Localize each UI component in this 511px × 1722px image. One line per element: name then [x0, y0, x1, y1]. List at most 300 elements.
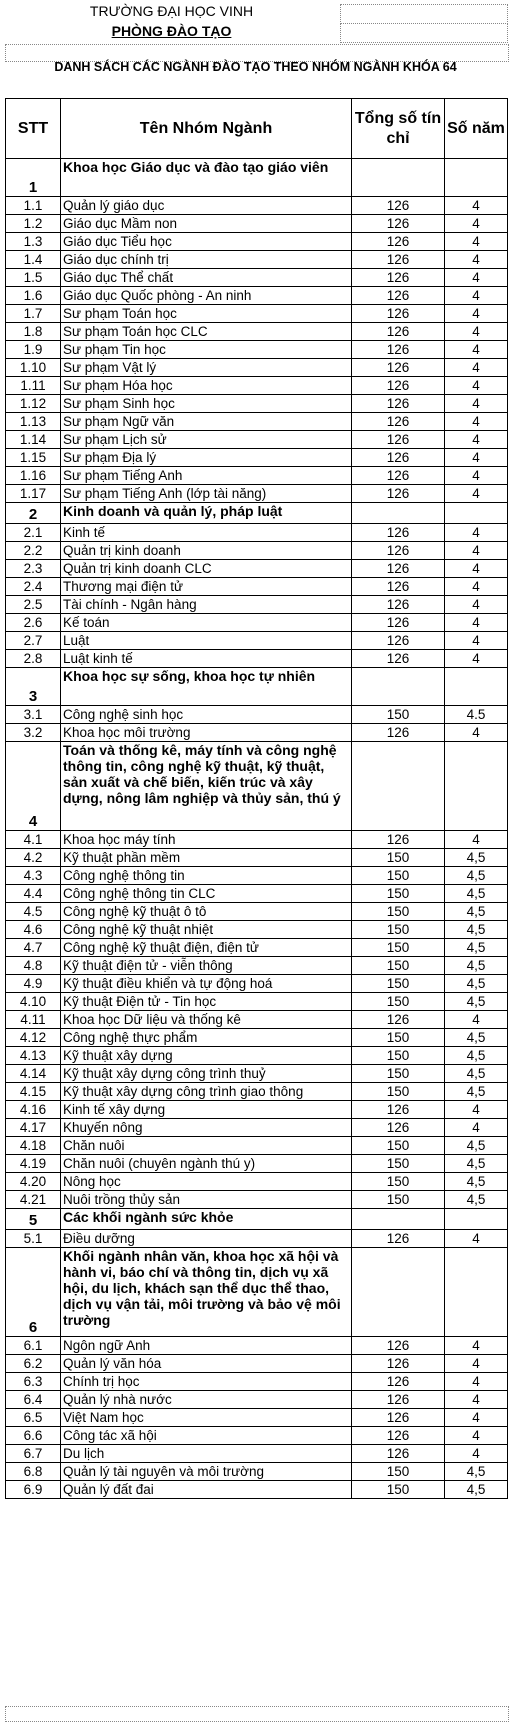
- table-row: [6, 921, 508, 939]
- row-number: 2.5: [6, 596, 61, 614]
- table-row: [6, 903, 508, 921]
- column-header-stt: STT: [6, 99, 61, 159]
- program-name: Sư phạm Tiếng Anh: [61, 467, 352, 485]
- program-name: Sư phạm Lịch sử: [61, 431, 352, 449]
- table-row: [6, 524, 508, 542]
- credits: 126: [352, 1445, 445, 1463]
- row-number: 2.7: [6, 632, 61, 650]
- group-row: [6, 1209, 508, 1230]
- credits: 150: [352, 957, 445, 975]
- credits: 126: [352, 1355, 445, 1373]
- column-header-credits: Tổng số tín chỉ: [352, 99, 445, 159]
- credits: 126: [352, 449, 445, 467]
- credits: 126: [352, 233, 445, 251]
- program-name: Kỹ thuật điều khiển và tự động hoá: [61, 975, 352, 993]
- years: 4,5: [445, 975, 508, 993]
- row-number: 4.7: [6, 939, 61, 957]
- table-row: [6, 614, 508, 632]
- years: 4: [445, 233, 508, 251]
- table-row: [6, 1230, 508, 1248]
- row-number: 4.4: [6, 885, 61, 903]
- table-row: [6, 233, 508, 251]
- table-row: [6, 1101, 508, 1119]
- program-name: Kinh tế: [61, 524, 352, 542]
- table-row: [6, 957, 508, 975]
- row-number: 6.3: [6, 1373, 61, 1391]
- row-number: 2.8: [6, 650, 61, 668]
- table-row: [6, 287, 508, 305]
- row-number: 4.9: [6, 975, 61, 993]
- table-row: [6, 1427, 508, 1445]
- program-name: Sư phạm Sinh học: [61, 395, 352, 413]
- credits: 126: [352, 431, 445, 449]
- years: 4,5: [445, 1481, 508, 1499]
- program-name: Công tác xã hội: [61, 1427, 352, 1445]
- years: 4: [445, 560, 508, 578]
- program-name: Sư phạm Tiếng Anh (lớp tài năng): [61, 485, 352, 503]
- row-number: 1.12: [6, 395, 61, 413]
- years: 4: [445, 197, 508, 215]
- department-name: PHÒNG ĐÀO TẠO: [111, 23, 232, 39]
- group-years: [445, 668, 508, 706]
- table-row: [6, 1409, 508, 1427]
- credits: 126: [352, 1427, 445, 1445]
- table-row: [6, 1065, 508, 1083]
- credits: 150: [352, 1065, 445, 1083]
- group-years: [445, 159, 508, 197]
- credits: 150: [352, 1029, 445, 1047]
- group-years: [445, 1209, 508, 1230]
- program-name: Việt Nam học: [61, 1409, 352, 1427]
- years: 4: [445, 578, 508, 596]
- table-row: [6, 542, 508, 560]
- table-row: [6, 377, 508, 395]
- table-row: [6, 341, 508, 359]
- credits: 150: [352, 921, 445, 939]
- program-name: Kỹ thuật xây dựng công trình giao thông: [61, 1083, 352, 1101]
- credits: 126: [352, 524, 445, 542]
- years: 4: [445, 251, 508, 269]
- program-name: Luật kinh tế: [61, 650, 352, 668]
- years: 4,5: [445, 957, 508, 975]
- table-row: [6, 975, 508, 993]
- row-number: 1.16: [6, 467, 61, 485]
- row-number: 6.8: [6, 1463, 61, 1481]
- credits: 126: [352, 341, 445, 359]
- program-name: Công nghệ thực phẩm: [61, 1029, 352, 1047]
- program-name: Thương mại điện tử: [61, 578, 352, 596]
- table-header-row: [6, 99, 508, 159]
- group-credits: [352, 742, 445, 831]
- credits: 126: [352, 596, 445, 614]
- program-name: Kỹ thuật điện tử - viễn thông: [61, 957, 352, 975]
- credits: 126: [352, 323, 445, 341]
- row-number: 6.5: [6, 1409, 61, 1427]
- table-row: [6, 359, 508, 377]
- table-row: [6, 1173, 508, 1191]
- row-number: 4.10: [6, 993, 61, 1011]
- credits: 150: [352, 1083, 445, 1101]
- credits: 126: [352, 831, 445, 849]
- program-name: Quản lý nhà nước: [61, 1391, 352, 1409]
- page-title: DANH SÁCH CÁC NGÀNH ĐÀO TẠO THEO NHÓM NGÀNH KHÓA 64: [54, 60, 457, 74]
- credits: 126: [352, 197, 445, 215]
- group-years: [445, 503, 508, 524]
- table-row: [6, 1463, 508, 1481]
- group-name: Các khối ngành sức khỏe: [61, 1209, 352, 1230]
- program-name: Kỹ thuật phần mềm: [61, 849, 352, 867]
- program-name: Kỹ thuật Điện tử - Tin học: [61, 993, 352, 1011]
- years: 4,5: [445, 993, 508, 1011]
- years: 4: [445, 1011, 508, 1029]
- program-name: Giáo dục Quốc phòng - An ninh: [61, 287, 352, 305]
- row-number: 1.13: [6, 413, 61, 431]
- table-row: [6, 724, 508, 742]
- years: 4: [445, 724, 508, 742]
- credits: 126: [352, 650, 445, 668]
- years: 4.5: [445, 706, 508, 724]
- years: 4: [445, 614, 508, 632]
- credits: 150: [352, 1173, 445, 1191]
- program-name: Du lịch: [61, 1445, 352, 1463]
- years: 4: [445, 1337, 508, 1355]
- group-row: [6, 742, 508, 831]
- program-name: Quản lý giáo dục: [61, 197, 352, 215]
- credits: 150: [352, 993, 445, 1011]
- years: 4: [445, 1445, 508, 1463]
- program-name: Công nghệ thông tin CLC: [61, 885, 352, 903]
- row-number: 1.9: [6, 341, 61, 359]
- group-name: Toán và thống kê, máy tính và công nghệ thông tin, công nghệ kỹ thuật, kỹ thuật, sản xuất và chế biến, kiến trúc và xây dựng, nông lâm nghiệp và thủy sản, thú ý: [61, 742, 352, 831]
- years: 4: [445, 449, 508, 467]
- program-name: Công nghệ kỹ thuật nhiệt: [61, 921, 352, 939]
- row-number: 4.20: [6, 1173, 61, 1191]
- table-row: [6, 485, 508, 503]
- program-name: Sư phạm Toán học CLC: [61, 323, 352, 341]
- row-number: 1.2: [6, 215, 61, 233]
- programs-table: [5, 98, 508, 1499]
- group-number: 1: [6, 159, 61, 197]
- table-row: [6, 1137, 508, 1155]
- program-name: Giáo dục Mầm non: [61, 215, 352, 233]
- credits: 150: [352, 849, 445, 867]
- table-row: [6, 885, 508, 903]
- table-row: [6, 1155, 508, 1173]
- row-number: 1.17: [6, 485, 61, 503]
- group-number: 5: [6, 1209, 61, 1230]
- program-name: Sư phạm Hóa học: [61, 377, 352, 395]
- program-name: Công nghệ thông tin: [61, 867, 352, 885]
- years: 4,5: [445, 1155, 508, 1173]
- program-name: Điều dưỡng: [61, 1230, 352, 1248]
- program-name: Công nghệ kỹ thuật ô tô: [61, 903, 352, 921]
- header-cell-box: [340, 4, 508, 24]
- program-name: Chăn nuôi (chuyên ngành thú y): [61, 1155, 352, 1173]
- years: 4: [445, 1427, 508, 1445]
- row-number: 4.3: [6, 867, 61, 885]
- footer-empty-row: [5, 1706, 509, 1722]
- row-number: 4.17: [6, 1119, 61, 1137]
- years: 4,5: [445, 1463, 508, 1481]
- years: 4: [445, 1119, 508, 1137]
- row-number: 4.6: [6, 921, 61, 939]
- credits: 126: [352, 542, 445, 560]
- row-number: 2.3: [6, 560, 61, 578]
- credits: 126: [352, 287, 445, 305]
- table-row: [6, 867, 508, 885]
- credits: 150: [352, 1155, 445, 1173]
- table-row: [6, 939, 508, 957]
- credits: 126: [352, 395, 445, 413]
- credits: 126: [352, 1011, 445, 1029]
- table-row: [6, 831, 508, 849]
- row-number: 4.16: [6, 1101, 61, 1119]
- header-cell-box: [340, 23, 508, 43]
- group-credits: [352, 1209, 445, 1230]
- program-name: Ngôn ngữ Anh: [61, 1337, 352, 1355]
- group-name: Khoa học Giáo dục và đào tạo giáo viên: [61, 159, 352, 197]
- group-number: 3: [6, 668, 61, 706]
- program-name: Kỹ thuật xây dựng: [61, 1047, 352, 1065]
- years: 4,5: [445, 903, 508, 921]
- row-number: 4.18: [6, 1137, 61, 1155]
- table-row: [6, 323, 508, 341]
- table-row: [6, 215, 508, 233]
- years: 4: [445, 1230, 508, 1248]
- years: 4: [445, 323, 508, 341]
- years: 4,5: [445, 1029, 508, 1047]
- credits: 126: [352, 215, 445, 233]
- program-name: Kế toán: [61, 614, 352, 632]
- years: 4: [445, 269, 508, 287]
- credits: 150: [352, 1047, 445, 1065]
- table-row: [6, 849, 508, 867]
- table-row: [6, 1047, 508, 1065]
- credits: 126: [352, 413, 445, 431]
- row-number: 5.1: [6, 1230, 61, 1248]
- program-name: Sư phạm Địa lý: [61, 449, 352, 467]
- row-number: 4.12: [6, 1029, 61, 1047]
- years: 4,5: [445, 885, 508, 903]
- row-number: 4.5: [6, 903, 61, 921]
- years: 4: [445, 377, 508, 395]
- row-number: 1.3: [6, 233, 61, 251]
- years: 4: [445, 413, 508, 431]
- university-name: TRƯỜNG ĐẠI HỌC VINH: [89, 3, 254, 19]
- group-number: 6: [6, 1248, 61, 1337]
- table-row: [6, 578, 508, 596]
- group-credits: [352, 503, 445, 524]
- table-row: [6, 560, 508, 578]
- credits: 150: [352, 1191, 445, 1209]
- program-name: Nuôi trồng thủy sản: [61, 1191, 352, 1209]
- row-number: 4.1: [6, 831, 61, 849]
- row-number: 6.7: [6, 1445, 61, 1463]
- program-name: Khoa học môi trường: [61, 724, 352, 742]
- credits: 150: [352, 975, 445, 993]
- table-row: [6, 1445, 508, 1463]
- row-number: 4.15: [6, 1083, 61, 1101]
- row-number: 2.4: [6, 578, 61, 596]
- table-row: [6, 395, 508, 413]
- credits: 126: [352, 1409, 445, 1427]
- program-name: Sư phạm Toán học: [61, 305, 352, 323]
- row-number: 3.1: [6, 706, 61, 724]
- years: 4: [445, 524, 508, 542]
- table-row: [6, 269, 508, 287]
- credits: 126: [352, 359, 445, 377]
- row-number: 4.21: [6, 1191, 61, 1209]
- credits: 150: [352, 1463, 445, 1481]
- group-credits: [352, 668, 445, 706]
- credits: 150: [352, 903, 445, 921]
- group-credits: [352, 159, 445, 197]
- credits: 126: [352, 560, 445, 578]
- group-number: 2: [6, 503, 61, 524]
- years: 4: [445, 287, 508, 305]
- table-row: [6, 251, 508, 269]
- row-number: 4.19: [6, 1155, 61, 1173]
- program-name: Sư phạm Vật lý: [61, 359, 352, 377]
- years: 4: [445, 542, 508, 560]
- row-number: 1.8: [6, 323, 61, 341]
- credits: 150: [352, 867, 445, 885]
- group-name: Kinh doanh và quản lý, pháp luật: [61, 503, 352, 524]
- row-number: 1.1: [6, 197, 61, 215]
- program-name: Công nghệ kỹ thuật điện, điện tử: [61, 939, 352, 957]
- years: 4: [445, 341, 508, 359]
- row-number: 1.15: [6, 449, 61, 467]
- group-name: Khoa học sự sống, khoa học tự nhiên: [61, 668, 352, 706]
- table-row: [6, 1481, 508, 1499]
- table-row: [6, 1191, 508, 1209]
- table-row: [6, 1373, 508, 1391]
- group-row: [6, 159, 508, 197]
- credits: 150: [352, 939, 445, 957]
- row-number: 6.1: [6, 1337, 61, 1355]
- program-name: Khoa học máy tính: [61, 831, 352, 849]
- row-number: 6.2: [6, 1355, 61, 1373]
- program-name: Kỹ thuật xây dựng công trình thuỷ: [61, 1065, 352, 1083]
- table-row: [6, 1119, 508, 1137]
- years: 4: [445, 831, 508, 849]
- group-years: [445, 1248, 508, 1337]
- row-number: 4.8: [6, 957, 61, 975]
- years: 4,5: [445, 1137, 508, 1155]
- row-number: 2.6: [6, 614, 61, 632]
- column-header-years: Số năm: [445, 99, 508, 159]
- table-row: [6, 449, 508, 467]
- years: 4: [445, 1391, 508, 1409]
- program-name: Khoa học Dữ liệu và thống kê: [61, 1011, 352, 1029]
- credits: 126: [352, 467, 445, 485]
- years: 4: [445, 650, 508, 668]
- credits: 126: [352, 269, 445, 287]
- table-row: [6, 1083, 508, 1101]
- years: 4: [445, 485, 508, 503]
- table-row: [6, 1337, 508, 1355]
- column-header-name: Tên Nhóm Ngành: [61, 99, 352, 159]
- program-name: Quản trị kinh doanh: [61, 542, 352, 560]
- years: 4: [445, 1355, 508, 1373]
- years: 4: [445, 1373, 508, 1391]
- row-number: 2.1: [6, 524, 61, 542]
- row-number: 1.14: [6, 431, 61, 449]
- program-name: Nông học: [61, 1173, 352, 1191]
- row-number: 6.4: [6, 1391, 61, 1409]
- program-name: Sư phạm Ngữ văn: [61, 413, 352, 431]
- program-name: Giáo dục Thể chất: [61, 269, 352, 287]
- years: 4: [445, 467, 508, 485]
- group-row: [6, 503, 508, 524]
- years: 4: [445, 632, 508, 650]
- credits: 150: [352, 885, 445, 903]
- credits: 126: [352, 578, 445, 596]
- row-number: 1.11: [6, 377, 61, 395]
- table-row: [6, 1011, 508, 1029]
- row-number: 6.6: [6, 1427, 61, 1445]
- program-name: Giáo dục chính trị: [61, 251, 352, 269]
- years: 4,5: [445, 1065, 508, 1083]
- credits: 126: [352, 1119, 445, 1137]
- table-row: [6, 197, 508, 215]
- table-row: [6, 413, 508, 431]
- credits: 126: [352, 1101, 445, 1119]
- program-name: Chăn nuôi: [61, 1137, 352, 1155]
- years: 4: [445, 305, 508, 323]
- table-row: [6, 650, 508, 668]
- years: 4: [445, 1409, 508, 1427]
- row-number: 6.9: [6, 1481, 61, 1499]
- years: 4,5: [445, 1173, 508, 1191]
- table-row: [6, 596, 508, 614]
- group-years: [445, 742, 508, 831]
- program-name: Khuyến nông: [61, 1119, 352, 1137]
- table-row: [6, 993, 508, 1011]
- row-number: 4.13: [6, 1047, 61, 1065]
- row-number: 1.5: [6, 269, 61, 287]
- row-number: 1.10: [6, 359, 61, 377]
- years: 4,5: [445, 1047, 508, 1065]
- credits: 126: [352, 377, 445, 395]
- credits: 126: [352, 1230, 445, 1248]
- row-number: 3.2: [6, 724, 61, 742]
- credits: 126: [352, 485, 445, 503]
- years: 4: [445, 431, 508, 449]
- years: 4: [445, 359, 508, 377]
- table-body: [6, 159, 508, 1499]
- years: 4,5: [445, 939, 508, 957]
- years: 4: [445, 1101, 508, 1119]
- table-row: [6, 1029, 508, 1047]
- years: 4: [445, 395, 508, 413]
- program-name: Tài chính - Ngân hàng: [61, 596, 352, 614]
- credits: 126: [352, 1373, 445, 1391]
- row-number: 1.7: [6, 305, 61, 323]
- table-row: [6, 706, 508, 724]
- program-name: Kinh tế xây dựng: [61, 1101, 352, 1119]
- table-row: [6, 1355, 508, 1373]
- program-name: Quản trị kinh doanh CLC: [61, 560, 352, 578]
- group-row: [6, 1248, 508, 1337]
- years: 4,5: [445, 1191, 508, 1209]
- credits: 150: [352, 1137, 445, 1155]
- group-number: 4: [6, 742, 61, 831]
- years: 4,5: [445, 921, 508, 939]
- group-credits: [352, 1248, 445, 1337]
- program-name: Luật: [61, 632, 352, 650]
- program-name: Công nghệ sinh học: [61, 706, 352, 724]
